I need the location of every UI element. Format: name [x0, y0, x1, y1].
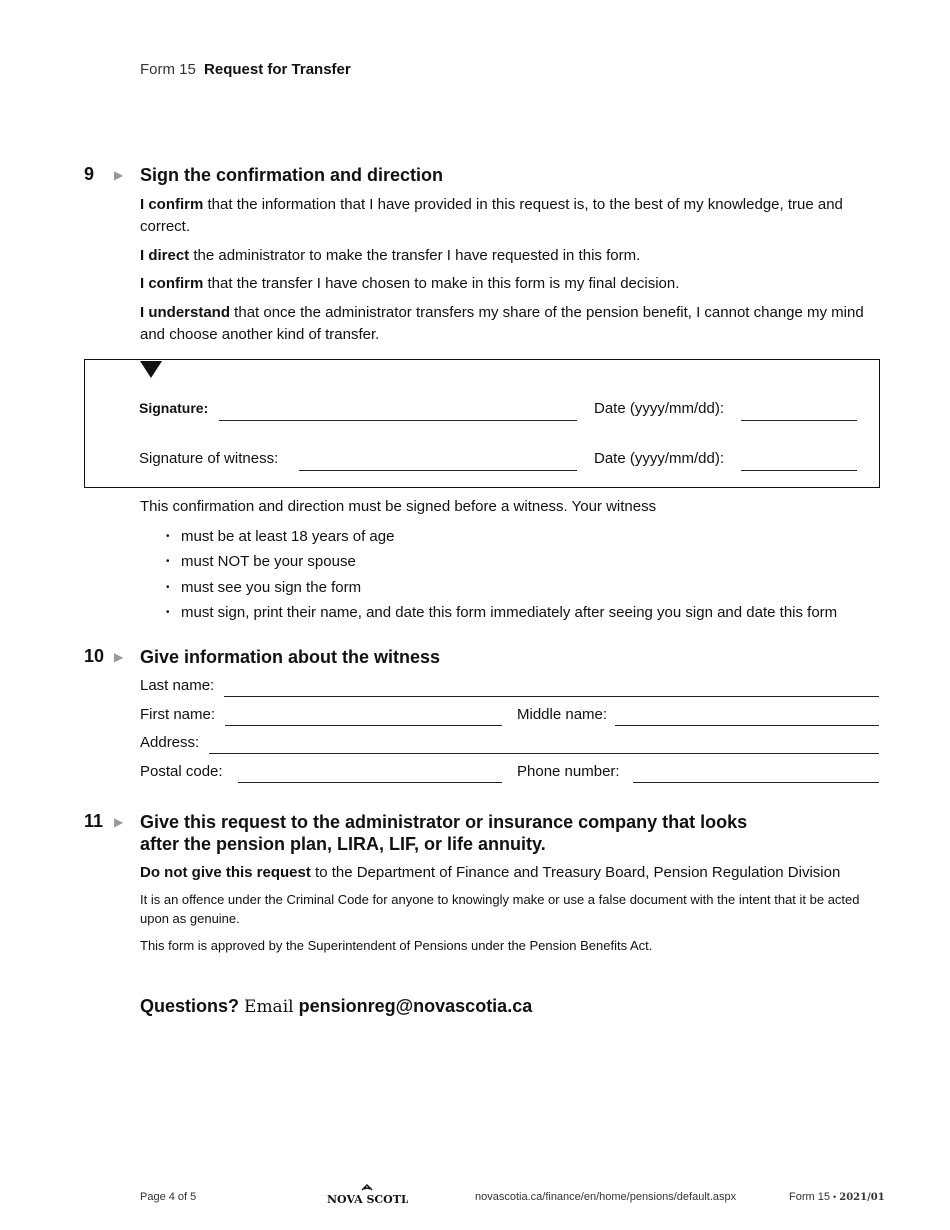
- direct-paragraph: [140, 245, 880, 267]
- footer-form: Form 15: [789, 1191, 830, 1203]
- list-item-text: must NOT be your spouse: [181, 553, 356, 571]
- section-number: 11: [84, 811, 104, 831]
- section-arrow-icon: ▶: [114, 815, 124, 829]
- para-text: that once the administrator transfers my share of the pension benefit, I cannot change my mind and choose another kind of transfer.: [140, 304, 864, 343]
- para-bold: I direct: [140, 247, 190, 264]
- footer-version: 2021/01: [839, 1192, 885, 1203]
- middle-name-label: Middle name:: [517, 706, 608, 723]
- section-arrow-icon: ▶: [114, 168, 124, 182]
- questions-line: [140, 996, 532, 1017]
- section-9-title: Sign the confirmation and direction: [140, 165, 444, 185]
- note-bold: Do not give this request: [140, 864, 311, 881]
- section-10-title: Give information about the witness: [140, 647, 441, 667]
- section-10-number: [84, 646, 104, 667]
- email-word: Email: [244, 997, 294, 1017]
- para-text: the administrator to make the transfer I have requested in this form.: [189, 247, 641, 264]
- para-bold: I confirm: [140, 196, 204, 213]
- form-title: Request for Transfer: [204, 61, 351, 78]
- section-number: 9: [84, 164, 95, 184]
- signature-box: [84, 359, 880, 488]
- signature-label: Signature:: [139, 400, 209, 416]
- witness-signature-label: Signature of witness:: [139, 450, 279, 467]
- nova-scotia-logo: [326, 1184, 408, 1206]
- note-text: to the Department of Finance and Treasury Board, Pension Regulation Division: [310, 864, 841, 881]
- form-label: Form 15: [140, 61, 196, 78]
- section-number: 10: [84, 646, 105, 666]
- page-number: Page 4 of 5: [140, 1191, 197, 1203]
- section-11-title-line2: after the pension plan, LIRA, LIF, or life annuity.: [140, 834, 546, 854]
- section-11-title-line1: Give this request to the administrator or insurance company that looks: [140, 812, 748, 832]
- confirm-paragraph-1: [140, 194, 880, 238]
- confirm-paragraph-2: [140, 273, 880, 295]
- para-bold: I confirm: [140, 275, 204, 292]
- witness-requirements-list: [166, 524, 837, 625]
- date-field[interactable]: [741, 420, 857, 421]
- list-item-text: must see you sign the form: [181, 578, 362, 596]
- list-item: • must NOT be your spouse: [166, 549, 837, 574]
- section-9-number: [84, 164, 94, 185]
- list-item: • must see you sign the form: [166, 575, 837, 600]
- questions-label: Questions?: [140, 996, 240, 1016]
- last-name-label: Last name:: [140, 677, 215, 694]
- form-header: [140, 61, 351, 78]
- witness-intro: This confirmation and direction must be signed before a witness. Your witness: [140, 498, 657, 515]
- footer-form-info: Form 15 • 2021/01: [789, 1191, 885, 1203]
- para-bold: I understand: [140, 304, 231, 321]
- list-item: • must be at least 18 years of age: [166, 524, 837, 549]
- list-item-text: must be at least 18 years of age: [181, 528, 395, 545]
- list-item-text: must sign, print their name, and date this form immediately after seeing you sign and date this form: [181, 603, 838, 621]
- understand-paragraph: [140, 302, 880, 346]
- date-label: Date (yyyy/mm/dd):: [594, 400, 725, 417]
- phone-number-field[interactable]: [633, 782, 879, 783]
- section-11-title: [140, 811, 747, 855]
- first-name-label: First name:: [140, 706, 216, 723]
- signature-field[interactable]: [219, 420, 577, 421]
- contact-email-link[interactable]: pensionreg@novascotia.ca: [298, 996, 533, 1016]
- do-not-give-note: [140, 862, 880, 884]
- postal-code-label: Postal code:: [140, 763, 223, 780]
- approval-notice: This form is approved by the Superintendent of Pensions under the Pension Benefits Act.: [140, 938, 653, 953]
- list-item: • must sign, print their name, and date this form immediately after seeing you sign and date this form: [166, 600, 837, 625]
- offence-notice: It is an offence under the Criminal Code for anyone to knowingly make or use a false document with the intent that it be acted upon as genuine.: [140, 892, 860, 926]
- first-name-field[interactable]: [225, 725, 502, 726]
- middle-name-field[interactable]: [615, 725, 879, 726]
- footer-url[interactable]: novascotia.ca/finance/en/home/pensions/default.aspx: [475, 1191, 737, 1203]
- section-arrow-icon: ▶: [114, 650, 124, 664]
- para-text: that the transfer I have chosen to make in this form is my final decision.: [203, 275, 680, 292]
- down-triangle-icon: [140, 361, 162, 378]
- address-label: Address:: [140, 734, 200, 751]
- witness-date-field[interactable]: [741, 470, 857, 471]
- witness-date-label: Date (yyyy/mm/dd):: [594, 450, 725, 467]
- address-field[interactable]: [209, 753, 879, 754]
- para-text: that the information that I have provided in this request is, to the best of my knowledge, true and correct.: [140, 196, 843, 235]
- last-name-field[interactable]: [224, 696, 879, 697]
- postal-code-field[interactable]: [238, 782, 502, 783]
- svg-text:NOVA SCOTIA: NOVA SCOTIA: [327, 1193, 408, 1206]
- phone-number-label: Phone number:: [517, 763, 620, 780]
- witness-signature-field[interactable]: [299, 470, 577, 471]
- section-11-number: [84, 811, 103, 832]
